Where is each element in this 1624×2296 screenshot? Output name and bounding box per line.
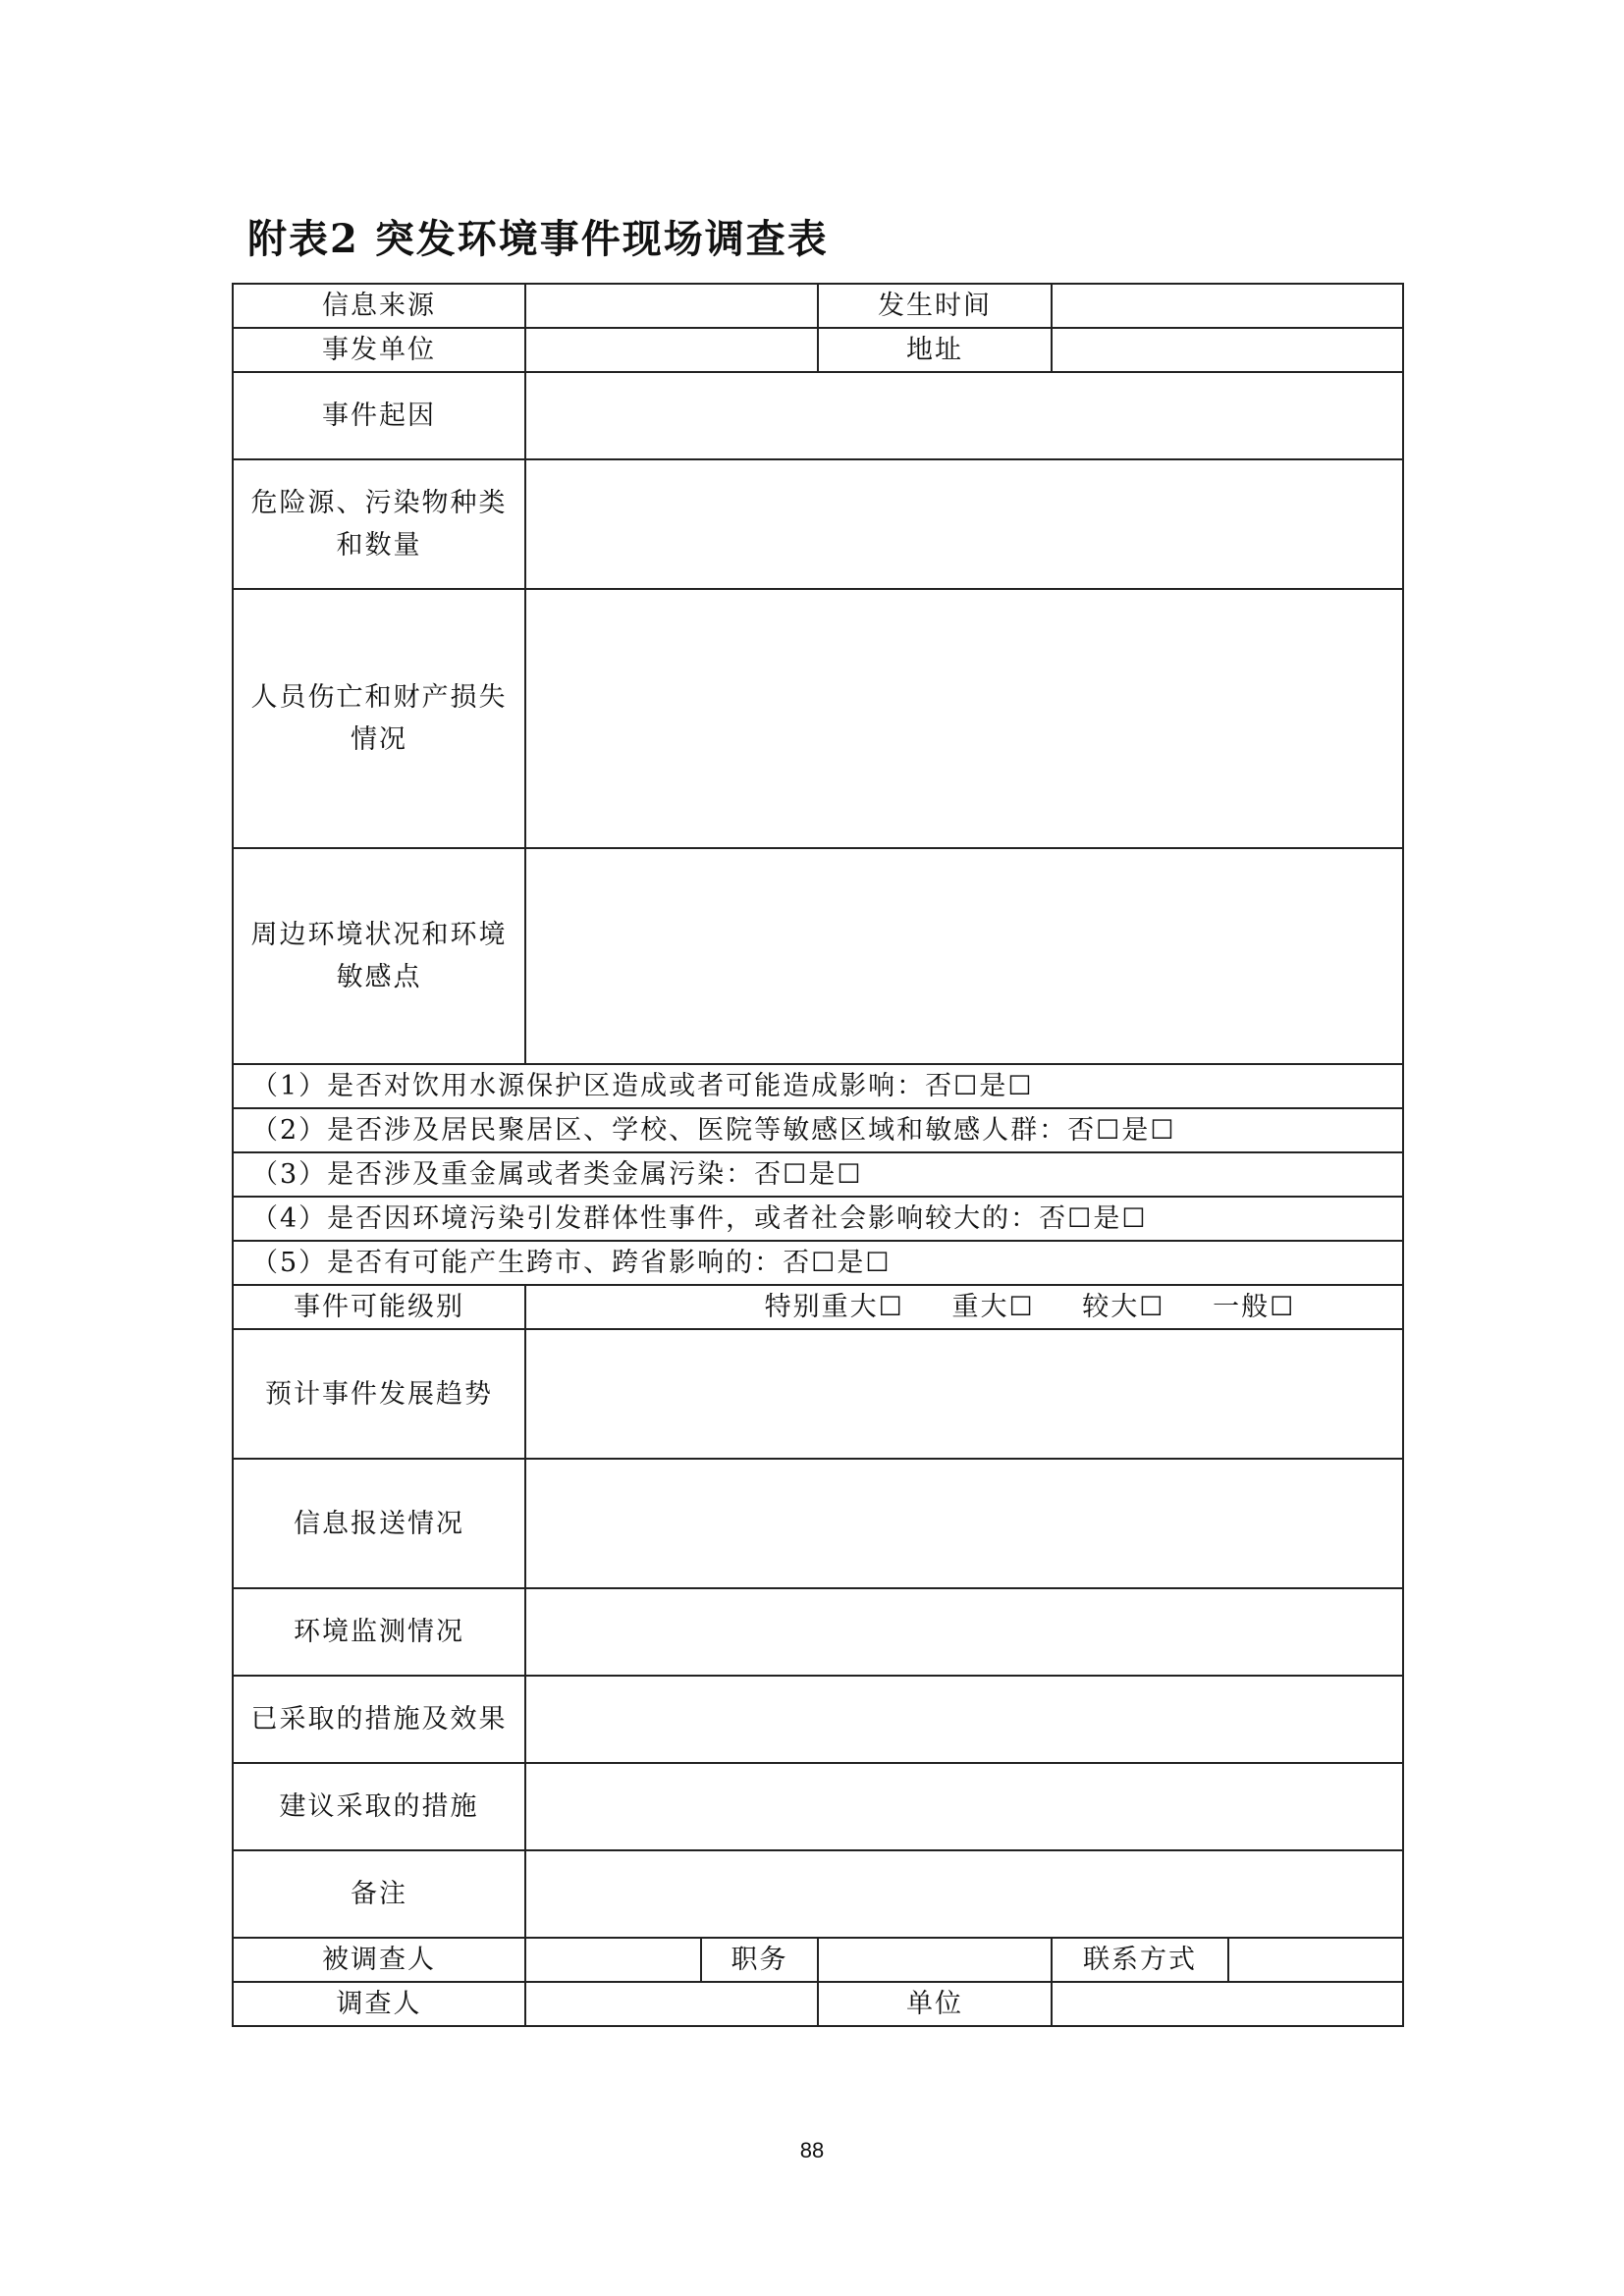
row-monitor <box>233 1588 1403 1676</box>
environment-field[interactable] <box>525 848 1403 1064</box>
remarks-label: 备注 <box>233 1850 525 1938</box>
info-source-label: 信息来源 <box>233 284 525 328</box>
environment-label-line1: 周边环境状况和环境 <box>250 920 508 950</box>
event-level-label: 事件可能级别 <box>233 1285 525 1329</box>
address-field[interactable] <box>1052 328 1403 372</box>
page-number: 88 <box>799 2138 825 2163</box>
casualty-label-line1: 人员伤亡和财产损失 <box>250 682 508 713</box>
respondent-field[interactable] <box>525 1938 701 1982</box>
cause-field[interactable] <box>525 372 1403 459</box>
work-unit-field[interactable] <box>1052 1982 1403 2026</box>
monitor-label: 环境监测情况 <box>233 1588 525 1676</box>
investigator-label: 调查人 <box>233 1982 525 2026</box>
row-unit <box>233 328 1403 372</box>
row-trend <box>233 1329 1403 1459</box>
page-title: 附表2 突发环境事件现场调查表 <box>247 216 829 262</box>
question-2[interactable]: （2）是否涉及居民聚居区、学校、医院等敏感区域和敏感人群：否☐是☐ <box>233 1108 1403 1152</box>
row-respondent <box>233 1938 1403 1982</box>
work-unit-label: 单位 <box>818 1982 1052 2026</box>
row-question-3 <box>233 1152 1403 1197</box>
measures-taken-label: 已采取的措施及效果 <box>233 1676 525 1763</box>
contact-field[interactable] <box>1228 1938 1403 1982</box>
monitor-field[interactable] <box>525 1588 1403 1676</box>
investigator-field[interactable] <box>525 1982 818 2026</box>
unit-field[interactable] <box>525 328 818 372</box>
row-environment <box>233 848 1403 1064</box>
contact-label: 联系方式 <box>1052 1938 1228 1982</box>
trend-label: 预计事件发展趋势 <box>233 1329 525 1459</box>
position-label: 职务 <box>701 1938 818 1982</box>
casualty-label-line2: 情况 <box>351 724 407 755</box>
casualty-field[interactable] <box>525 589 1403 848</box>
address-label: 地址 <box>818 328 1052 372</box>
trend-field[interactable] <box>525 1329 1403 1459</box>
row-report <box>233 1459 1403 1588</box>
casualty-label <box>233 589 525 848</box>
cause-label: 事件起因 <box>233 372 525 459</box>
report-field[interactable] <box>525 1459 1403 1588</box>
level-option-especially-major[interactable]: 特别重大☐ <box>764 1292 904 1322</box>
question-1[interactable]: （1）是否对饮用水源保护区造成或者可能造成影响：否☐是☐ <box>233 1064 1403 1108</box>
measures-taken-field[interactable] <box>525 1676 1403 1763</box>
level-option-larger[interactable]: 较大☐ <box>1082 1292 1165 1322</box>
row-question-5 <box>233 1241 1403 1285</box>
remarks-field[interactable] <box>525 1850 1403 1938</box>
row-measures-suggested <box>233 1763 1403 1850</box>
info-source-field[interactable] <box>525 284 818 328</box>
hazard-field[interactable] <box>525 459 1403 589</box>
hazard-label <box>233 459 525 589</box>
occur-time-field[interactable] <box>1052 284 1403 328</box>
respondent-label: 被调查人 <box>233 1938 525 1982</box>
row-investigator <box>233 1982 1403 2026</box>
row-question-4 <box>233 1197 1403 1241</box>
question-3[interactable]: （3）是否涉及重金属或者类金属污染：否☐是☐ <box>233 1152 1403 1197</box>
row-event-level <box>233 1285 1403 1329</box>
level-option-general[interactable]: 一般☐ <box>1213 1292 1296 1322</box>
level-option-major[interactable]: 重大☐ <box>951 1292 1035 1322</box>
row-measures-taken <box>233 1676 1403 1763</box>
row-hazard <box>233 459 1403 589</box>
unit-label: 事发单位 <box>233 328 525 372</box>
event-level-options <box>525 1285 1403 1329</box>
hazard-label-line2: 和数量 <box>336 530 422 561</box>
report-label: 信息报送情况 <box>233 1459 525 1588</box>
survey-table <box>232 283 1404 2027</box>
environment-label <box>233 848 525 1064</box>
hazard-label-line1: 危险源、污染物种类 <box>250 488 508 518</box>
row-cause <box>233 372 1403 459</box>
measures-suggested-label: 建议采取的措施 <box>233 1763 525 1850</box>
row-question-1 <box>233 1064 1403 1108</box>
occur-time-label: 发生时间 <box>818 284 1052 328</box>
question-4[interactable]: （4）是否因环境污染引发群体性事件，或者社会影响较大的：否☐是☐ <box>233 1197 1403 1241</box>
row-question-2 <box>233 1108 1403 1152</box>
position-field[interactable] <box>818 1938 1052 1982</box>
row-remarks <box>233 1850 1403 1938</box>
row-casualty <box>233 589 1403 848</box>
measures-suggested-field[interactable] <box>525 1763 1403 1850</box>
question-5[interactable]: （5）是否有可能产生跨市、跨省影响的：否☐是☐ <box>233 1241 1403 1285</box>
environment-label-line2: 敏感点 <box>336 962 422 992</box>
row-info-source <box>233 284 1403 328</box>
